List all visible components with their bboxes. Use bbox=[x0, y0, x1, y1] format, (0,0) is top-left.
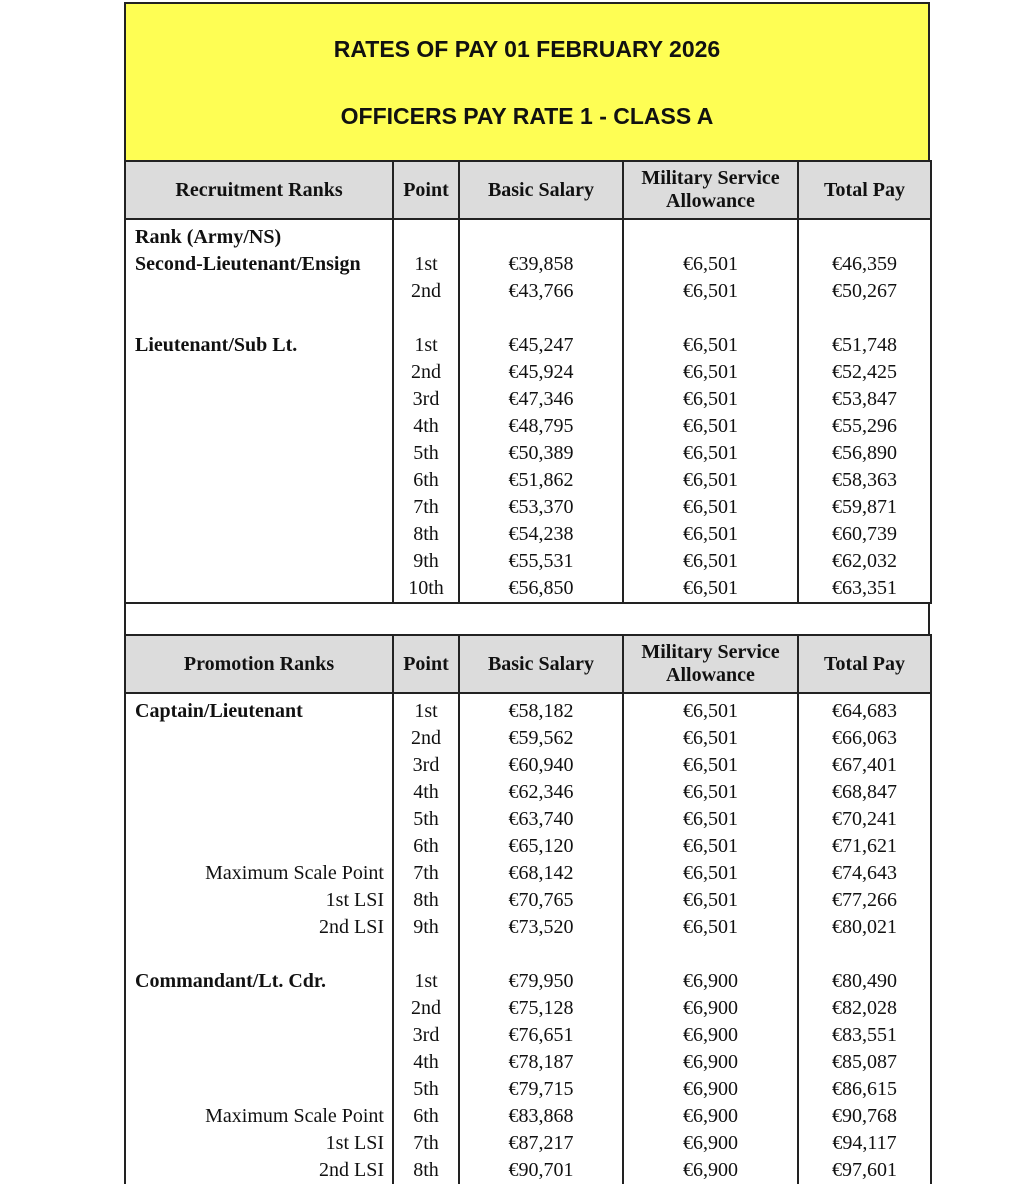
rank-cell: 2nd LSI bbox=[125, 914, 393, 941]
msa-cell: €6,501 bbox=[623, 860, 798, 887]
total-pay-cell: €77,266 bbox=[798, 887, 931, 914]
column-header-rank: Promotion Ranks bbox=[125, 635, 393, 693]
total-pay-cell: €63,351 bbox=[798, 575, 931, 603]
total-pay-cell: €62,032 bbox=[798, 548, 931, 575]
table-row bbox=[125, 725, 931, 752]
table-header-row bbox=[125, 161, 931, 219]
table-row bbox=[125, 968, 931, 995]
basic-salary-cell: €83,868 bbox=[459, 1103, 623, 1130]
total-pay-cell: €86,615 bbox=[798, 1076, 931, 1103]
table-row bbox=[125, 219, 931, 251]
table-row bbox=[125, 386, 931, 413]
column-header-total-pay: Total Pay bbox=[798, 161, 931, 219]
table-row bbox=[125, 1022, 931, 1049]
rank-cell: Maximum Scale Point bbox=[125, 860, 393, 887]
promotion-ranks-table bbox=[124, 634, 932, 1184]
column-header-basic-salary: Basic Salary bbox=[459, 635, 623, 693]
msa-cell: €6,501 bbox=[623, 521, 798, 548]
rank-cell bbox=[125, 806, 393, 833]
msa-cell: €6,501 bbox=[623, 833, 798, 860]
point-cell: 3rd bbox=[393, 752, 459, 779]
point-cell: 4th bbox=[393, 413, 459, 440]
msa-cell: €6,501 bbox=[623, 278, 798, 305]
basic-salary-cell: €79,715 bbox=[459, 1076, 623, 1103]
msa-cell: €6,501 bbox=[623, 806, 798, 833]
table-spacer bbox=[124, 604, 930, 634]
point-cell: 4th bbox=[393, 1049, 459, 1076]
msa-cell: €6,501 bbox=[623, 467, 798, 494]
rank-cell bbox=[125, 278, 393, 305]
table-row bbox=[125, 1157, 931, 1184]
rank-cell bbox=[125, 941, 393, 968]
total-pay-cell: €83,551 bbox=[798, 1022, 931, 1049]
basic-salary-cell: €43,766 bbox=[459, 278, 623, 305]
table-row bbox=[125, 1049, 931, 1076]
column-header-point: Point bbox=[393, 635, 459, 693]
basic-salary-cell: €62,346 bbox=[459, 779, 623, 806]
total-pay-cell: €94,117 bbox=[798, 1130, 931, 1157]
basic-salary-cell: €75,128 bbox=[459, 995, 623, 1022]
rank-cell bbox=[125, 494, 393, 521]
table-row bbox=[125, 413, 931, 440]
total-pay-cell: €90,768 bbox=[798, 1103, 931, 1130]
rank-cell bbox=[125, 359, 393, 386]
basic-salary-cell: €65,120 bbox=[459, 833, 623, 860]
basic-salary-cell: €59,562 bbox=[459, 725, 623, 752]
table-row bbox=[125, 332, 931, 359]
msa-cell: €6,501 bbox=[623, 386, 798, 413]
msa-cell: €6,900 bbox=[623, 1103, 798, 1130]
msa-cell: €6,501 bbox=[623, 575, 798, 603]
basic-salary-cell: €63,740 bbox=[459, 806, 623, 833]
table-row bbox=[125, 494, 931, 521]
rank-cell bbox=[125, 995, 393, 1022]
table-row bbox=[125, 521, 931, 548]
table-row bbox=[125, 693, 931, 725]
table-row bbox=[125, 440, 931, 467]
column-header-point: Point bbox=[393, 161, 459, 219]
msa-cell: €6,501 bbox=[623, 693, 798, 725]
rank-cell: Rank (Army/NS) bbox=[125, 219, 393, 251]
point-cell: 8th bbox=[393, 887, 459, 914]
total-pay-cell: €66,063 bbox=[798, 725, 931, 752]
column-header-basic-salary: Basic Salary bbox=[459, 161, 623, 219]
point-cell: 10th bbox=[393, 575, 459, 603]
point-cell bbox=[393, 941, 459, 968]
total-pay-cell bbox=[798, 941, 931, 968]
rank-cell bbox=[125, 413, 393, 440]
total-pay-cell: €71,621 bbox=[798, 833, 931, 860]
msa-cell bbox=[623, 305, 798, 332]
table-row bbox=[125, 833, 931, 860]
point-cell: 2nd bbox=[393, 725, 459, 752]
basic-salary-cell: €45,247 bbox=[459, 332, 623, 359]
point-cell: 6th bbox=[393, 833, 459, 860]
total-pay-cell: €82,028 bbox=[798, 995, 931, 1022]
total-pay-cell: €70,241 bbox=[798, 806, 931, 833]
table-row bbox=[125, 860, 931, 887]
point-cell: 7th bbox=[393, 860, 459, 887]
total-pay-cell: €60,739 bbox=[798, 521, 931, 548]
basic-salary-cell: €73,520 bbox=[459, 914, 623, 941]
basic-salary-cell: €55,531 bbox=[459, 548, 623, 575]
total-pay-cell: €58,363 bbox=[798, 467, 931, 494]
rank-cell bbox=[125, 305, 393, 332]
rank-cell: Captain/Lieutenant bbox=[125, 693, 393, 725]
rank-cell bbox=[125, 548, 393, 575]
msa-cell: €6,501 bbox=[623, 440, 798, 467]
msa-cell: €6,900 bbox=[623, 1157, 798, 1184]
point-cell: 8th bbox=[393, 1157, 459, 1184]
msa-cell: €6,900 bbox=[623, 1022, 798, 1049]
point-cell: 5th bbox=[393, 1076, 459, 1103]
total-pay-cell: €46,359 bbox=[798, 251, 931, 278]
table-row bbox=[125, 806, 931, 833]
point-cell: 1st bbox=[393, 251, 459, 278]
point-cell: 8th bbox=[393, 521, 459, 548]
basic-salary-cell: €79,950 bbox=[459, 968, 623, 995]
pay-rates-document bbox=[124, 2, 930, 1184]
point-cell: 7th bbox=[393, 1130, 459, 1157]
point-cell: 5th bbox=[393, 440, 459, 467]
rank-cell bbox=[125, 1049, 393, 1076]
rank-cell: 2nd LSI bbox=[125, 1157, 393, 1184]
basic-salary-cell: €70,765 bbox=[459, 887, 623, 914]
total-pay-cell bbox=[798, 305, 931, 332]
msa-cell: €6,900 bbox=[623, 1130, 798, 1157]
table-row bbox=[125, 278, 931, 305]
point-cell: 1st bbox=[393, 968, 459, 995]
table-row bbox=[125, 752, 931, 779]
point-cell: 2nd bbox=[393, 359, 459, 386]
total-pay-cell: €67,401 bbox=[798, 752, 931, 779]
table-row bbox=[125, 305, 931, 332]
table-header-row bbox=[125, 635, 931, 693]
point-cell: 1st bbox=[393, 693, 459, 725]
table-row bbox=[125, 1130, 931, 1157]
basic-salary-cell: €45,924 bbox=[459, 359, 623, 386]
table-row bbox=[125, 359, 931, 386]
table-row bbox=[125, 575, 931, 603]
basic-salary-cell: €56,850 bbox=[459, 575, 623, 603]
basic-salary-cell: €58,182 bbox=[459, 693, 623, 725]
column-header-total-pay: Total Pay bbox=[798, 635, 931, 693]
total-pay-cell: €56,890 bbox=[798, 440, 931, 467]
basic-salary-cell: €48,795 bbox=[459, 413, 623, 440]
rank-cell: Second-Lieutenant/Ensign bbox=[125, 251, 393, 278]
table-row bbox=[125, 779, 931, 806]
msa-cell: €6,501 bbox=[623, 494, 798, 521]
rank-cell bbox=[125, 779, 393, 806]
table-row bbox=[125, 251, 931, 278]
point-cell bbox=[393, 219, 459, 251]
table-row bbox=[125, 467, 931, 494]
msa-cell: €6,501 bbox=[623, 548, 798, 575]
msa-cell: €6,501 bbox=[623, 914, 798, 941]
rank-cell: Maximum Scale Point bbox=[125, 1103, 393, 1130]
column-header-msa: Military Service Allowance bbox=[623, 161, 798, 219]
point-cell: 3rd bbox=[393, 386, 459, 413]
msa-cell: €6,501 bbox=[623, 413, 798, 440]
total-pay-cell: €55,296 bbox=[798, 413, 931, 440]
rank-cell bbox=[125, 467, 393, 494]
msa-cell: €6,501 bbox=[623, 332, 798, 359]
table-row bbox=[125, 995, 931, 1022]
msa-cell: €6,501 bbox=[623, 359, 798, 386]
msa-cell: €6,900 bbox=[623, 995, 798, 1022]
table-row bbox=[125, 1103, 931, 1130]
point-cell: 6th bbox=[393, 1103, 459, 1130]
rank-cell bbox=[125, 521, 393, 548]
recruitment-rows bbox=[125, 219, 931, 603]
table-row bbox=[125, 914, 931, 941]
basic-salary-cell bbox=[459, 305, 623, 332]
rank-cell bbox=[125, 575, 393, 603]
basic-salary-cell: €47,346 bbox=[459, 386, 623, 413]
msa-cell: €6,501 bbox=[623, 779, 798, 806]
basic-salary-cell: €60,940 bbox=[459, 752, 623, 779]
column-header-rank: Recruitment Ranks bbox=[125, 161, 393, 219]
rank-cell bbox=[125, 725, 393, 752]
msa-cell: €6,501 bbox=[623, 251, 798, 278]
msa-cell: €6,501 bbox=[623, 887, 798, 914]
basic-salary-cell: €68,142 bbox=[459, 860, 623, 887]
point-cell: 4th bbox=[393, 779, 459, 806]
point-cell: 9th bbox=[393, 548, 459, 575]
basic-salary-cell: €54,238 bbox=[459, 521, 623, 548]
point-cell: 2nd bbox=[393, 278, 459, 305]
total-pay-cell: €51,748 bbox=[798, 332, 931, 359]
rank-cell: 1st LSI bbox=[125, 1130, 393, 1157]
basic-salary-cell: €51,862 bbox=[459, 467, 623, 494]
basic-salary-cell: €90,701 bbox=[459, 1157, 623, 1184]
total-pay-cell: €97,601 bbox=[798, 1157, 931, 1184]
point-cell: 9th bbox=[393, 914, 459, 941]
total-pay-cell: €53,847 bbox=[798, 386, 931, 413]
page-title: RATES OF PAY 01 FEBRUARY 2026 bbox=[333, 36, 721, 62]
basic-salary-cell: €53,370 bbox=[459, 494, 623, 521]
rank-cell bbox=[125, 386, 393, 413]
table-row bbox=[125, 887, 931, 914]
point-cell bbox=[393, 305, 459, 332]
msa-cell bbox=[623, 219, 798, 251]
msa-cell: €6,900 bbox=[623, 968, 798, 995]
rank-cell bbox=[125, 440, 393, 467]
basic-salary-cell: €87,217 bbox=[459, 1130, 623, 1157]
rank-cell bbox=[125, 1022, 393, 1049]
recruitment-ranks-table bbox=[124, 160, 932, 604]
point-cell: 3rd bbox=[393, 1022, 459, 1049]
total-pay-cell: €52,425 bbox=[798, 359, 931, 386]
total-pay-cell: €85,087 bbox=[798, 1049, 931, 1076]
rank-cell bbox=[125, 833, 393, 860]
msa-cell: €6,501 bbox=[623, 752, 798, 779]
total-pay-cell: €80,021 bbox=[798, 914, 931, 941]
basic-salary-cell bbox=[459, 941, 623, 968]
table-row bbox=[125, 1076, 931, 1103]
point-cell: 7th bbox=[393, 494, 459, 521]
promotion-rows bbox=[125, 693, 931, 1184]
total-pay-cell: €68,847 bbox=[798, 779, 931, 806]
table-row bbox=[125, 941, 931, 968]
page-subtitle: OFFICERS PAY RATE 1 - CLASS A bbox=[340, 103, 714, 129]
total-pay-cell: €74,643 bbox=[798, 860, 931, 887]
basic-salary-cell: €50,389 bbox=[459, 440, 623, 467]
rank-cell bbox=[125, 1076, 393, 1103]
total-pay-cell bbox=[798, 219, 931, 251]
point-cell: 5th bbox=[393, 806, 459, 833]
msa-cell: €6,900 bbox=[623, 1076, 798, 1103]
basic-salary-cell: €39,858 bbox=[459, 251, 623, 278]
column-header-msa: Military Service Allowance bbox=[623, 635, 798, 693]
title-banner bbox=[124, 2, 930, 160]
rank-cell: 1st LSI bbox=[125, 887, 393, 914]
rank-cell: Commandant/Lt. Cdr. bbox=[125, 968, 393, 995]
rank-cell bbox=[125, 752, 393, 779]
point-cell: 1st bbox=[393, 332, 459, 359]
msa-cell: €6,501 bbox=[623, 725, 798, 752]
total-pay-cell: €50,267 bbox=[798, 278, 931, 305]
basic-salary-cell bbox=[459, 219, 623, 251]
table-row bbox=[125, 548, 931, 575]
msa-cell: €6,900 bbox=[623, 1049, 798, 1076]
point-cell: 2nd bbox=[393, 995, 459, 1022]
total-pay-cell: €59,871 bbox=[798, 494, 931, 521]
basic-salary-cell: €78,187 bbox=[459, 1049, 623, 1076]
point-cell: 6th bbox=[393, 467, 459, 494]
rank-cell: Lieutenant/Sub Lt. bbox=[125, 332, 393, 359]
msa-cell bbox=[623, 941, 798, 968]
basic-salary-cell: €76,651 bbox=[459, 1022, 623, 1049]
total-pay-cell: €64,683 bbox=[798, 693, 931, 725]
total-pay-cell: €80,490 bbox=[798, 968, 931, 995]
